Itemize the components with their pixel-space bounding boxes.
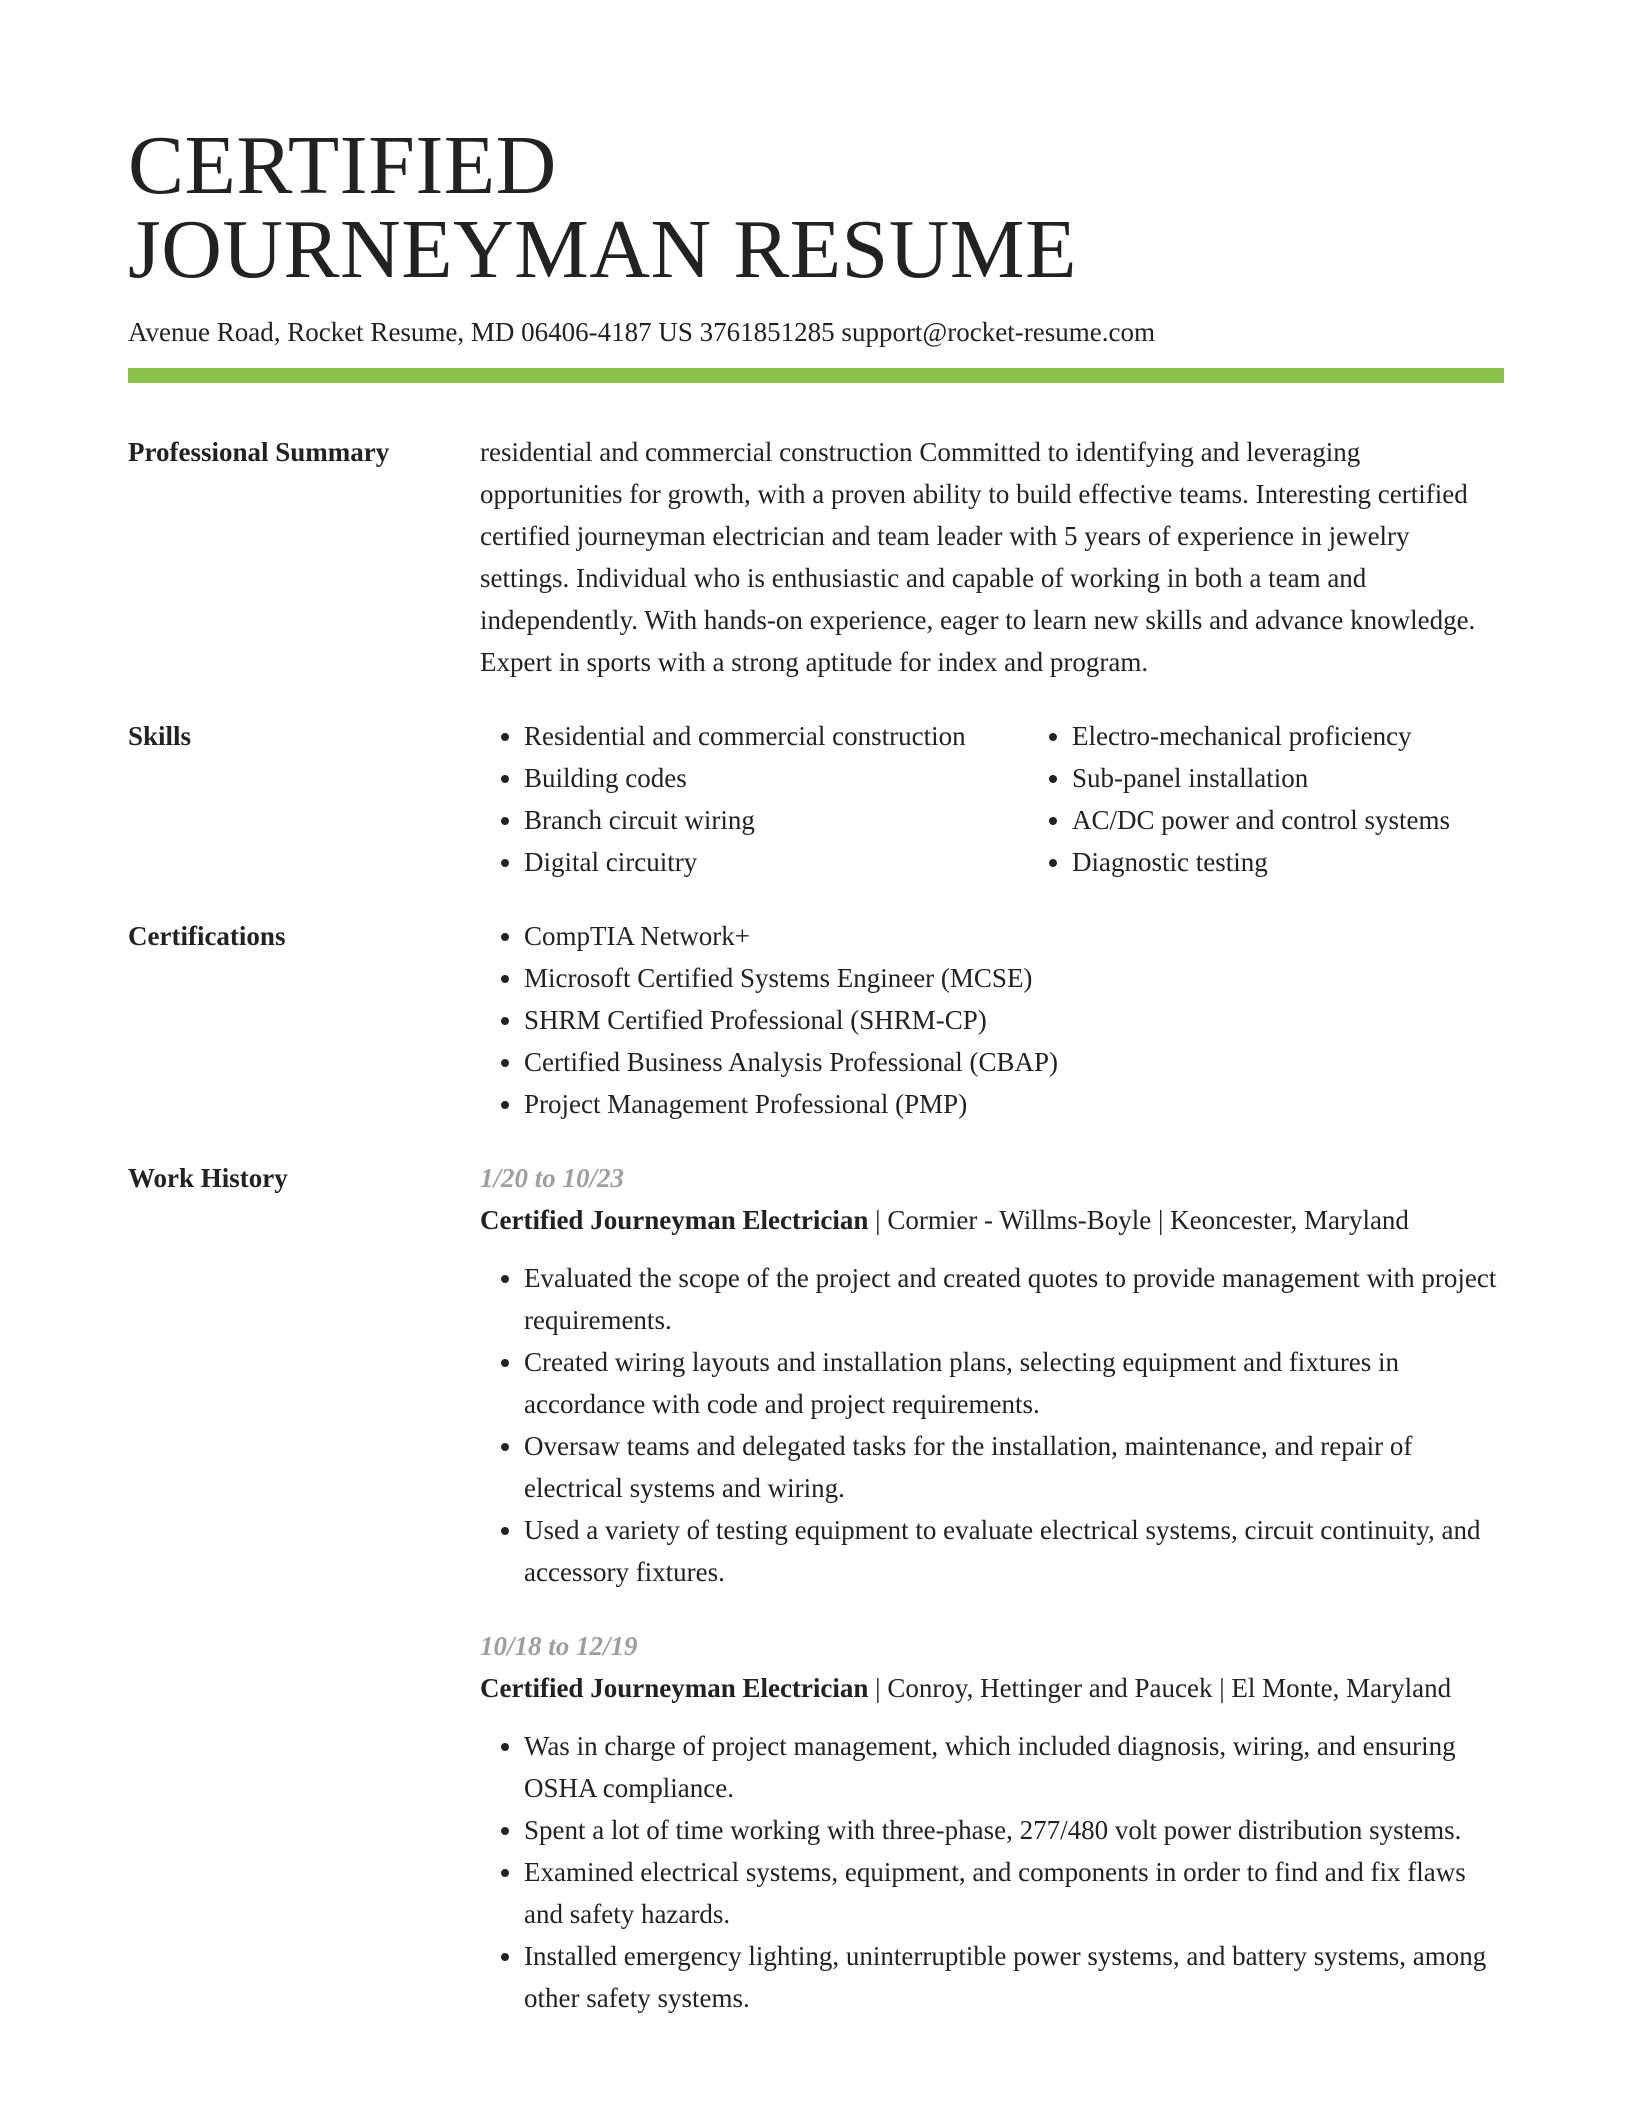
resume-title-line-1: CERTIFIED xyxy=(128,119,557,212)
certifications-body xyxy=(480,915,1504,1125)
job-entry xyxy=(480,1625,1504,2019)
job-bullet: • Examined electrical systems, equipment, and components in order to find and fix flaws and safety hazards. xyxy=(524,1851,1504,1935)
job-bullet: • Evaluated the scope of the project and created quotes to provide management with project requirements. xyxy=(524,1257,1504,1341)
job-employer-location: | Cormier - Willms-Boyle | Keoncester, Maryland xyxy=(868,1205,1409,1235)
skills-list-right xyxy=(1028,715,1592,883)
job-title: Certified Journeyman Electrician xyxy=(480,1205,869,1235)
skills-grid xyxy=(480,715,1592,883)
job-bullet: • Was in charge of project management, which included diagnosis, wiring, and ensuring OSHA compliance. xyxy=(524,1725,1504,1809)
skill-item: • Diagnostic testing xyxy=(1072,841,1592,883)
skill-item: • Electro-mechanical proficiency xyxy=(1072,715,1592,757)
certification-item: • Project Management Professional (PMP) xyxy=(524,1083,1504,1125)
skills-list-left xyxy=(480,715,1028,883)
job-bullet: • Created wiring layouts and installation plans, selecting equipment and fixtures in accordance with code and project requirements. xyxy=(524,1341,1504,1425)
job-bullet: • Spent a lot of time working with three-phase, 277/480 volt power distribution systems. xyxy=(524,1809,1504,1851)
work-history-body xyxy=(480,1157,1504,2019)
job-title: Certified Journeyman Electrician xyxy=(480,1673,869,1703)
certification-item: • Microsoft Certified Systems Engineer (MCSE) xyxy=(524,957,1504,999)
skill-item: • Sub-panel installation xyxy=(1072,757,1592,799)
skill-item: • Digital circuitry xyxy=(524,841,1028,883)
certifications-list xyxy=(480,915,1504,1125)
job-bullets xyxy=(480,1257,1504,1593)
skills-label: Skills xyxy=(128,721,192,751)
job-dates: 1/20 to 10/23 xyxy=(480,1163,625,1193)
work-history-label: Work History xyxy=(128,1163,288,1193)
job-heading xyxy=(480,1667,1504,1709)
summary-label: Professional Summary xyxy=(128,437,390,467)
skill-item: • AC/DC power and control systems xyxy=(1072,799,1592,841)
job-bullet: • Installed emergency lighting, uninterruptible power systems, and battery systems, among other safety systems. xyxy=(524,1935,1504,2019)
resume-title-line-2: JOURNEYMAN RESUME xyxy=(128,203,1077,296)
resume-title xyxy=(128,119,1504,296)
certification-item: • CompTIA Network+ xyxy=(524,915,1504,957)
certifications-section xyxy=(128,915,1504,1125)
accent-divider xyxy=(128,368,1504,383)
skills-section xyxy=(128,715,1504,883)
job-heading xyxy=(480,1199,1504,1241)
summary-text: residential and commercial construction Committed to identifying and leveraging opportunities for growth, with a proven ability to build effective teams. Interesting certified certified journeyman electrician and team leader with 5 years of experience in jewelry settings. Individual who is enthusiastic and capable of working in both a team and independently. With hands-on experience, eager to learn new skills and advance knowledge. Expert in sports with a strong aptitude for index and program. xyxy=(480,437,1476,677)
work-history-section xyxy=(128,1157,1504,2019)
skill-item: • Building codes xyxy=(524,757,1028,799)
skill-item: • Branch circuit wiring xyxy=(524,799,1028,841)
job-bullet: • Used a variety of testing equipment to evaluate electrical systems, circuit continuity, and accessory fixtures. xyxy=(524,1509,1504,1593)
skill-item: • Residential and commercial construction xyxy=(524,715,1028,757)
job-employer-location: | Conroy, Hettinger and Paucek | El Monte, Maryland xyxy=(868,1673,1452,1703)
summary-section xyxy=(128,431,1504,683)
certifications-label: Certifications xyxy=(128,921,286,951)
job-bullet: • Oversaw teams and delegated tasks for the installation, maintenance, and repair of electrical systems and wiring. xyxy=(524,1425,1504,1509)
contact-line: Avenue Road, Rocket Resume, MD 06406-4187 US 3761851285 support@rocket-resume.com xyxy=(128,317,1155,347)
job-bullets xyxy=(480,1725,1504,2019)
certification-item: • Certified Business Analysis Professional (CBAP) xyxy=(524,1041,1504,1083)
certification-item: • SHRM Certified Professional (SHRM-CP) xyxy=(524,999,1504,1041)
job-dates: 10/18 to 12/19 xyxy=(480,1631,638,1661)
job-entry xyxy=(480,1157,1504,1593)
